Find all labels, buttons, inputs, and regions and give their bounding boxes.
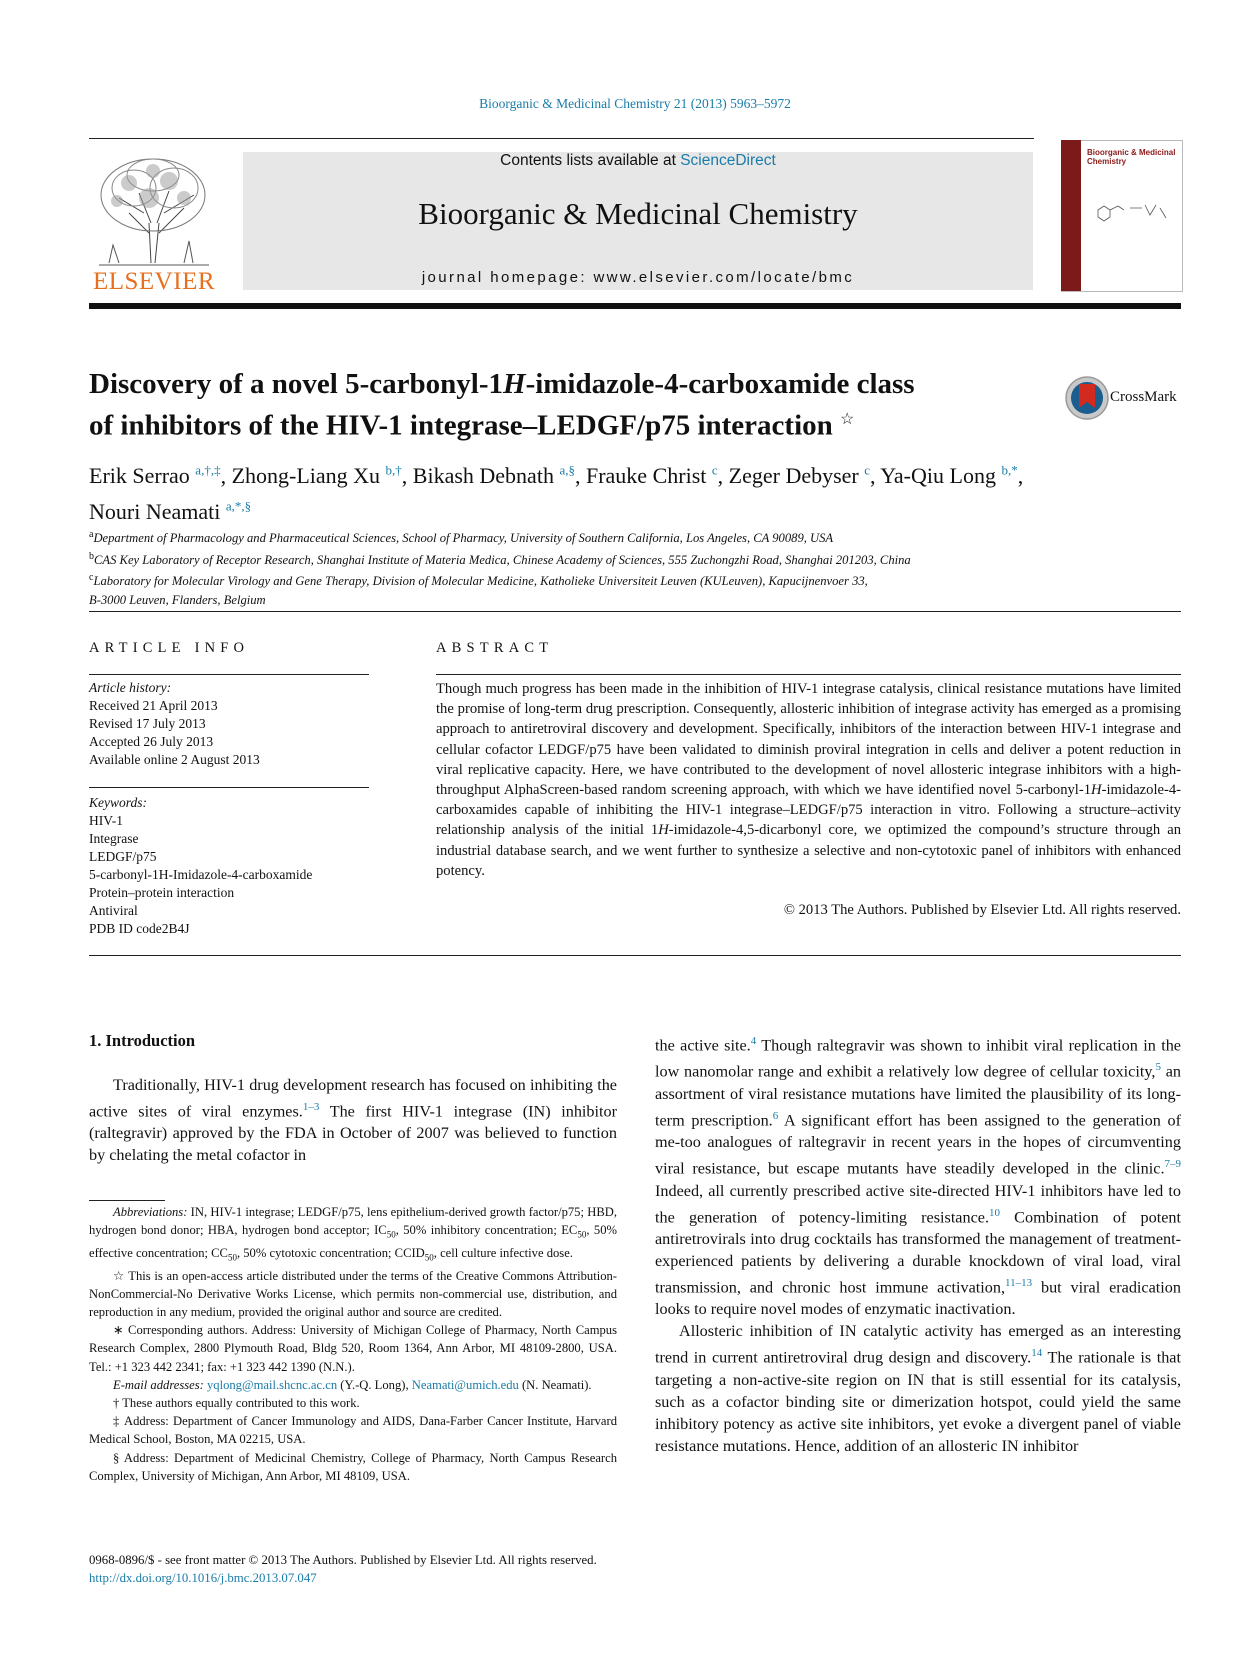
footnote-rule: [89, 1200, 165, 1201]
footnotes: [89, 1203, 617, 1485]
crossmark-icon[interactable]: [1063, 374, 1111, 422]
cover-structure-graphic: [1090, 200, 1170, 230]
header-thick-rule: [89, 303, 1181, 309]
keyword: PDB ID code2B4J: [89, 921, 190, 936]
paragraph: the active site.$^4$ Though raltegravir was shown to inhibit viral replication in the low nanomolar range and exhibit a relatively low degree of cellular toxicity,$^5$ an assortment of viral resistance mutations have limited the plausibility of its long-term prescription.$^6$ A significant effort has been assigned to the generation of me-too analogues of raltegravir in recent years in the hopes of circumventing viral resistance, but escape mutants have steadily developed in the clinic.$^{7-9}$ Indeed, all currently prescribed active site-directed HIV-1 inhibitors have led to the generation of potency-limiting resistance.$^{10}$ Combination of potent antiretrovirals into drug cocktails has transformed the management of treatment-experienced patients by delivering a durable knockdown of viral load, viral transmission, and chronic host immune activation,$^{11-13}$ but viral eradication looks to require novel modes of enzymatic inactivation.: [655, 1035, 1182, 1319]
cover-title: Bioorganic & Medicinal Chemistry: [1087, 148, 1176, 166]
article-info-heading: ARTICLE INFO: [89, 640, 250, 656]
keyword: Protein–protein interaction: [89, 885, 235, 900]
doi-link[interactable]: http://dx.doi.org/10.1016/j.bmc.2013.07.047: [89, 1571, 317, 1585]
keyword: 5-carbonyl-1H-Imidazole-4-carboxamide: [89, 867, 313, 882]
email-link[interactable]: Neamati@umich.edu: [411, 1377, 519, 1392]
author-list: Erik Serrao $^{a,\dagger,\ddagger}$, Zhong-Liang Xu $^{b,\dagger}$, Bikash Debnath $^{a,\S}$, Frauke Christ $^c$, Zeger Debyser $^c$, Ya-Qiu Long $^{b,*}$, Nouri Neamati $^{a,*,\S}$: [89, 463, 1024, 524]
publisher-wordmark: ELSEVIER: [92, 268, 216, 295]
keyword: LEDGF/p75: [89, 849, 157, 864]
history-item: Received 21 April 2013: [89, 698, 218, 713]
citation-link[interactable]: 6: [772, 1109, 779, 1122]
paragraph: Allosteric inhibition of IN catalytic activity has emerged as an interesting trend in current antiretroviral drug design and discovery.$^{14}$ The rationale is that targeting a non-active-site region on IN that is still essential for its catalysis, such as a cofactor binding site or dimerization hotspot, could yield the same inhibitory potency as active site inhibitors, yet evoke a divergent panel of viable resistance mutations. Hence, addition of an allosteric IN inhibitor: [655, 1322, 1181, 1455]
body-column-2: [655, 1030, 1181, 1457]
abstract-copyright: © 2013 The Authors. Published by Elsevier Ltd. All rights reserved.: [783, 902, 1181, 918]
affiliations: [89, 526, 1189, 610]
footnote-ddagger: ‡ Address: Department of Cancer Immunology and AIDS, Dana-Farber Cancer Institute, Harvard Medical School, Boston, MA 02215, USA.: [89, 1414, 617, 1447]
issn-line: 0968-0896/$ - see front matter © 2013 The Authors. Published by Elsevier Ltd. All rights reserved.: [89, 1553, 597, 1567]
crossmark-label[interactable]: CrossMark: [1110, 389, 1177, 405]
journal-reference[interactable]: Bioorganic & Medicinal Chemistry 21 (2013) 5963–5972: [479, 96, 791, 111]
author[interactable]: Zeger Debyser $^c$: [728, 463, 871, 489]
citation-link[interactable]: 11–13: [1005, 1276, 1033, 1289]
footnote-open-access: ☆ This is an open-access article distributed under the terms of the Creative Commons Attribution-NonCommercial-No Derivative Works License, which permits non-commercial use, distribution, and reproduction in any medium, provided the original author and source are credited.: [89, 1268, 617, 1320]
citation-link[interactable]: 7–9: [1164, 1158, 1181, 1171]
journal-homepage[interactable]: journal homepage: www.elsevier.com/locate/bmc: [421, 269, 855, 286]
keywords: [89, 794, 379, 938]
footnote-abbreviations: Abbreviations: IN, HIV-1 integrase; LEDGF/p75, lens epithelium-derived growth factor/p75; HBD, hydrogen bond donor; HBA, hydrogen bond acceptor; $IC_{50}$, 50% inhibitory concentration; $EC_{50}$, 50% effective concentration; $CC_{50}$, 50% cytotoxic concentration; $CCID_{50}$, cell culture infective dose.: [89, 1205, 617, 1263]
abstract-heading: ABSTRACT: [436, 640, 554, 656]
footnote-section: § Address: Department of Medicinal Chemistry, College of Pharmacy, North Campus Research Complex, University of Michigan, Ann Arbor, MI 48109, USA.: [89, 1450, 617, 1483]
abstract-rule: [436, 674, 1181, 675]
keyword: Integrase: [89, 831, 139, 846]
sciencedirect-link[interactable]: ScienceDirect: [680, 152, 776, 169]
paragraph: Traditionally, HIV-1 drug development research has focused on inhibiting the active sites of viral enzymes.$^{1-3}$ The first HIV-1 integrase (IN) inhibitor (raltegravir) approved by the FDA in October of 2007 was believed to function by chelating the metal cofactor in: [89, 1076, 617, 1165]
history-item: Accepted 26 July 2013: [89, 734, 214, 749]
section-heading: 1. Introduction: [89, 1031, 196, 1050]
affiliation: $^c$Laboratory for Molecular Virology and Gene Therapy, Division of Molecular Medicine, Katholieke Universiteit Leuven (KULeuven), Kapucijnenvoer 33,: [89, 572, 868, 589]
affiliation: B-3000 Leuven, Flanders, Belgium: [89, 593, 266, 608]
author[interactable]: Frauke Christ $^c$: [585, 463, 718, 489]
citation-link[interactable]: 1–3: [302, 1101, 320, 1113]
footnote-corresponding: ∗ Corresponding authors. Address: University of Michigan College of Pharmacy, North Campus Research Complex, 2800 Plymouth Road, Bldg 520, Room 1364, Ann Arbor, MI 48109-2800, USA. Tel.: +1 323 442 2341; fax: +1 323 442 1390 (N.N.).: [89, 1323, 617, 1374]
citation-link[interactable]: 4: [750, 1035, 757, 1047]
title-part: Discovery of a novel 5-carbonyl-1: [89, 368, 503, 400]
email-link[interactable]: yqlong@mail.shcnc.ac.cn: [206, 1377, 338, 1392]
info-rule: [89, 674, 369, 675]
contents-prefix: Contents lists available at: [500, 152, 681, 169]
keyword: HIV-1: [89, 813, 124, 828]
journal-name: Bioorganic & Medicinal Chemistry: [418, 196, 858, 231]
title-italic: H: [503, 368, 526, 400]
author[interactable]: Erik Serrao $^{a,\dagger,\ddagger}$: [89, 463, 221, 489]
contents-line: [243, 152, 1033, 170]
article-title: [89, 366, 1039, 444]
abstract-text: Though much progress has been made in the inhibition of HIV-1 integrase catalysis, clinical resistance mutations have limited the promise of long-term drug prescription. Consequently, allosteric inhibition of integrase activity has emerged as a promising approach to antiretroviral discovery and development. Specifically, inhibitors of the interaction between HIV-1 integrase and cellular cofactor LEDGF/p75 have been validated to diminish proviral integration in cells and deliver a potent reduction in viral replicative capacity. Here, we have contributed to the development of novel allosteric integrase inhibitors with a high-throughput AlphaScreen-based random screening approach, with which we have identified novel 5-carbonyl-1H-imidazole-4-carboxamides capable of inhibiting the HIV-1 integrase–LEDGF/p75 interaction in vitro. Following a structure–activity relationship analysis of the initial 1H-imidazole-4,5-dicarbonyl core, we optimized the compound’s structure through an industrial database search, and we went further to synthesize a selective and non-cytotoxic panel of inhibitors with enhanced potency.: [436, 681, 1181, 879]
affiliation: $^a$Department of Pharmacology and Pharmaceutical Sciences, School of Pharmacy, University of Southern California, Los Angeles, CA 90089, USA: [89, 529, 834, 546]
keywords-label: Keywords:: [89, 795, 147, 810]
title-footnote-star[interactable]: ☆: [840, 411, 855, 428]
author[interactable]: Zhong-Liang Xu $^{b,\dagger}$: [231, 463, 402, 489]
cover-band: [1061, 140, 1081, 291]
footnote-emails: E-mail addresses: yqlong@mail.shcnc.ac.cn (Y.-Q. Long), Neamati@umich.edu (N. Neamati).: [113, 1377, 592, 1392]
citation-link[interactable]: 14: [1031, 1347, 1043, 1360]
affiliation-rule: [89, 611, 1181, 612]
citation-link[interactable]: 10: [989, 1206, 1001, 1219]
author[interactable]: Ya-Qiu Long $^{b,*}$: [880, 463, 1018, 489]
history-label: Article history:: [89, 680, 172, 695]
affiliation: $^b$CAS Key Laboratory of Receptor Research, Shanghai Institute of Materia Medica, Chinese Academy of Sciences, 555 Zuchongzhi Road, Shanghai 201203, China: [89, 550, 911, 567]
history-item: Available online 2 August 2013: [89, 752, 260, 767]
header-rule: [89, 138, 1034, 139]
history-item: Revised 17 July 2013: [89, 716, 206, 731]
abstract-end-rule: [89, 955, 1181, 956]
footnote-dagger: † These authors equally contributed to this work.: [113, 1396, 360, 1411]
article-history: [89, 679, 379, 769]
title-part: -imidazole-4-carboxamide class: [525, 368, 915, 400]
author[interactable]: Bikash Debnath $^{a,\S}$: [412, 463, 575, 489]
citation-link[interactable]: 5: [1155, 1061, 1161, 1074]
keyword: Antiviral: [89, 903, 138, 918]
body-column-1: [89, 1074, 617, 1166]
title-line-2: of inhibitors of the HIV-1 integrase–LEDGF/p75 interaction: [89, 409, 833, 442]
author[interactable]: Nouri Neamati $^{a,*,\S}$: [89, 498, 252, 524]
info-rule: [89, 787, 369, 788]
